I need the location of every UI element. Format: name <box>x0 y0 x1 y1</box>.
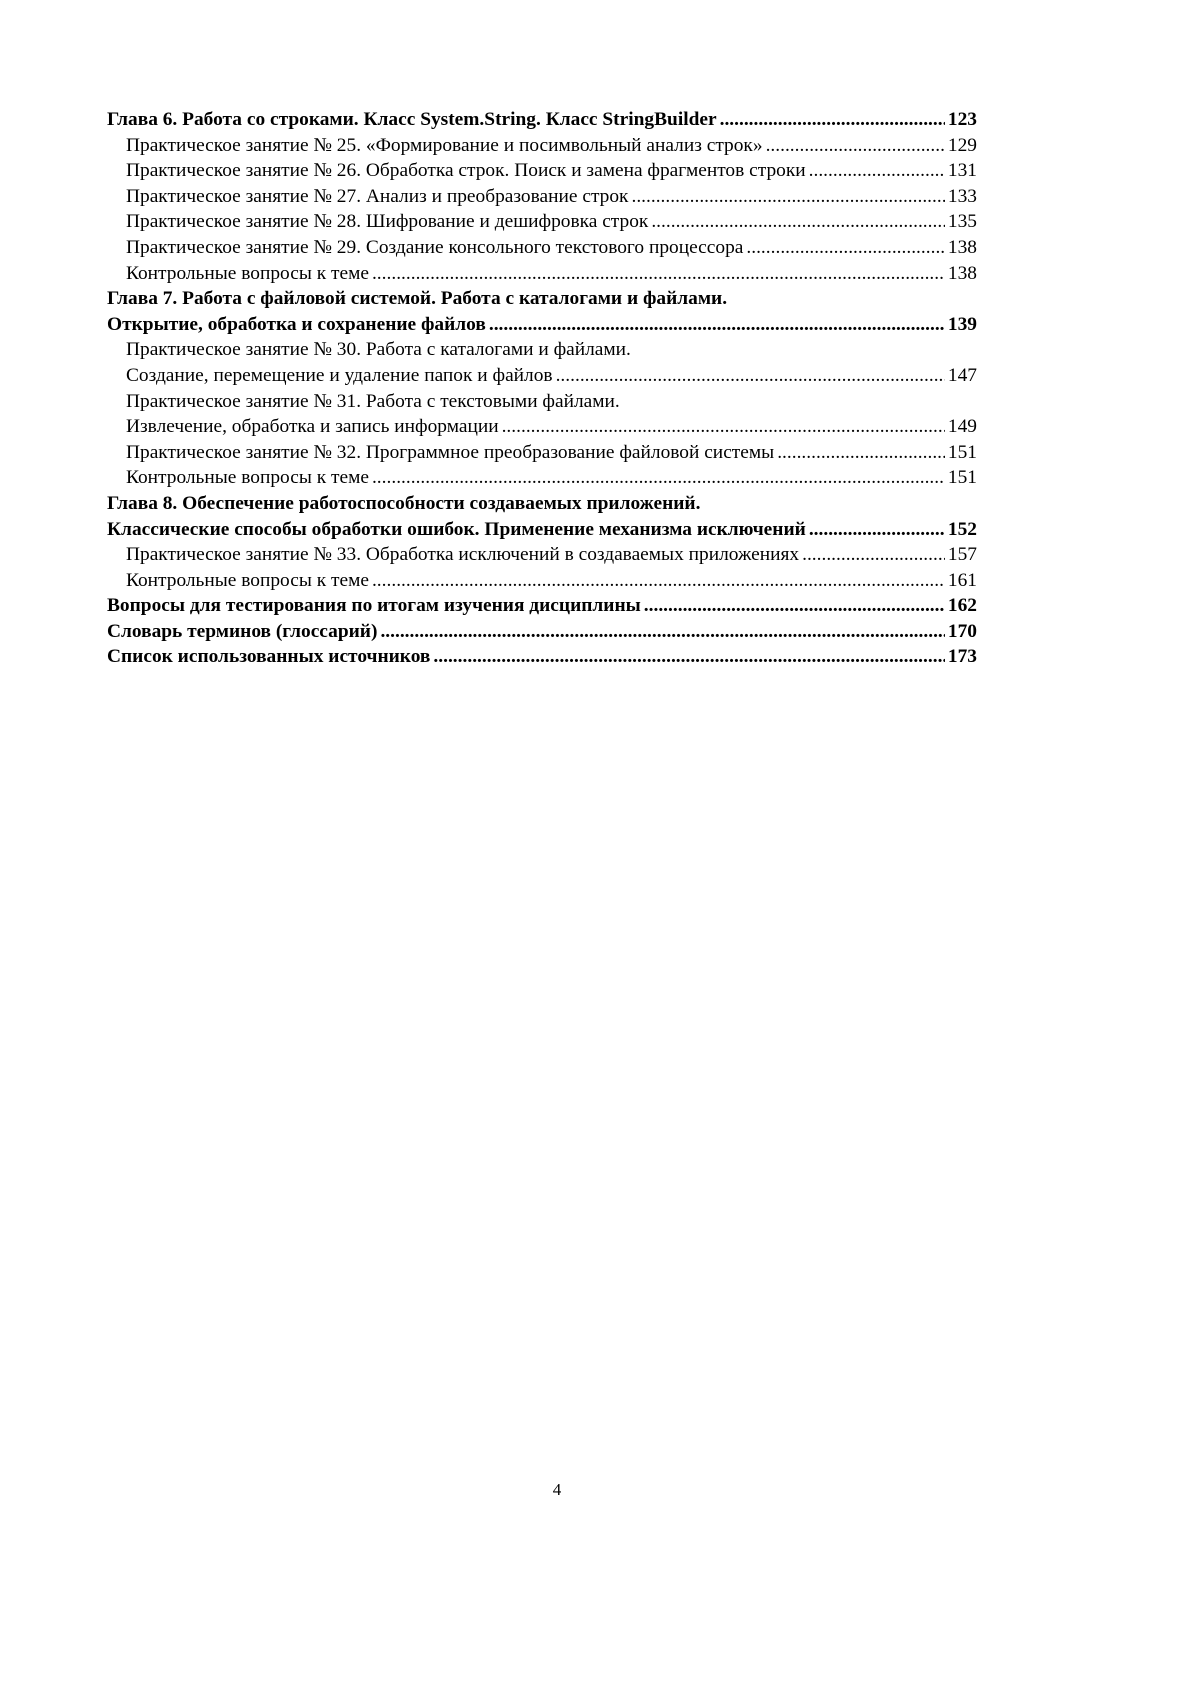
toc-leader-dots <box>746 235 945 261</box>
toc-leader-dots <box>766 133 945 159</box>
toc-entry-title: Практическое занятие № 29. Создание консольного текстового процессора <box>126 236 744 258</box>
toc-leader-dots <box>372 568 945 594</box>
toc-entry-title: Практическое занятие № 25. «Формирование и посимвольный анализ строк» <box>126 134 763 156</box>
toc-entry[interactable] <box>107 133 977 159</box>
toc-page-number: 131 <box>947 160 977 182</box>
toc-entry-title: Глава 7. Работа с файловой системой. Работа с каталогами и файлами. <box>107 288 728 310</box>
toc-page-number: 161 <box>947 569 977 591</box>
toc-entry-title: Контрольные вопросы к теме <box>126 467 369 489</box>
toc-entry[interactable] <box>107 542 977 568</box>
toc-leader-dots <box>720 107 945 133</box>
toc-leader-dots <box>809 517 945 543</box>
toc-entry[interactable] <box>107 337 977 363</box>
toc-leader-dots <box>809 158 945 184</box>
toc-page-number: 151 <box>947 441 977 463</box>
toc-entry-title: Словарь терминов (глоссарий) <box>107 620 378 642</box>
toc-page-number: 149 <box>947 416 977 438</box>
toc-entry[interactable] <box>107 184 977 210</box>
page-number: 4 <box>552 1480 562 1499</box>
toc-entry-title: Практическое занятие № 31. Работа с текстовыми файлами. <box>126 390 620 412</box>
toc-leader-dots <box>372 465 945 491</box>
toc-entry[interactable] <box>107 568 977 594</box>
toc-page-number: 170 <box>947 620 977 642</box>
toc-entry-title: Контрольные вопросы к теме <box>126 569 369 591</box>
table-of-contents <box>107 107 977 670</box>
toc-leader-dots <box>372 261 945 287</box>
toc-chapter[interactable] <box>107 312 977 338</box>
toc-leader-dots <box>380 619 944 645</box>
toc-entry-title: Практическое занятие № 32. Программное преобразование файловой системы <box>126 441 775 463</box>
toc-leader-dots <box>556 363 945 389</box>
toc-leader-dots <box>777 440 945 466</box>
toc-chapter[interactable] <box>107 593 977 619</box>
toc-chapter[interactable] <box>107 491 977 517</box>
toc-leader-dots <box>489 312 945 338</box>
toc-page-number: 151 <box>947 467 977 489</box>
toc-entry-title: Глава 6. Работа со строками. Класс System.String. Класс StringBuilder <box>107 109 717 130</box>
toc-entry-title: Глава 8. Обеспечение работоспособности создаваемых приложений. <box>107 492 701 514</box>
toc-entry-title: Практическое занятие № 30. Работа с каталогами и файлами. <box>126 339 631 361</box>
toc-leader-dots <box>802 542 945 568</box>
toc-entry[interactable] <box>107 389 977 415</box>
toc-page-number: 133 <box>947 185 977 207</box>
toc-entry-title: Список использованных источников <box>107 646 431 668</box>
toc-entry-title: Создание, перемещение и удаление папок и файлов <box>126 364 553 386</box>
toc-page-number: 138 <box>947 262 977 284</box>
toc-entry-title: Открытие, обработка и сохранение файлов <box>107 313 486 335</box>
toc-entry[interactable] <box>107 414 977 440</box>
toc-page-number: 173 <box>947 646 977 668</box>
toc-entry-title: Практическое занятие № 27. Анализ и преобразование строк <box>126 185 629 207</box>
toc-entry-title: Вопросы для тестирования по итогам изучения дисциплины <box>107 595 641 617</box>
toc-page-number: 135 <box>947 211 977 233</box>
toc-entry[interactable] <box>107 440 977 466</box>
toc-entry[interactable] <box>107 465 977 491</box>
toc-page-number: 157 <box>947 544 977 566</box>
toc-page-number: 147 <box>947 364 977 386</box>
toc-chapter[interactable] <box>107 619 977 645</box>
toc-chapter[interactable] <box>107 644 977 670</box>
toc-leader-dots <box>651 209 945 235</box>
toc-leader-dots <box>433 644 945 670</box>
toc-chapter[interactable] <box>107 517 977 543</box>
toc-leader-dots <box>631 184 944 210</box>
toc-page-number: 162 <box>947 595 977 617</box>
toc-entry-title: Практическое занятие № 33. Обработка исключений в создаваемых приложениях <box>126 544 800 566</box>
toc-entry-title: Практическое занятие № 28. Шифрование и дешифровка строк <box>126 211 649 233</box>
toc-leader-dots <box>644 593 945 619</box>
toc-page-number: 129 <box>947 134 977 156</box>
toc-page-number: 138 <box>947 236 977 258</box>
toc-entry[interactable] <box>107 209 977 235</box>
toc-entry[interactable] <box>107 235 977 261</box>
toc-page-number: 152 <box>947 518 977 540</box>
toc-entry-title: Классические способы обработки ошибок. Применение механизма исключений <box>107 518 806 540</box>
toc-entry-title: Извлечение, обработка и запись информации <box>126 416 499 438</box>
toc-chapter[interactable] <box>107 107 977 133</box>
toc-page-number: 139 <box>947 313 977 335</box>
toc-leader-dots <box>502 414 945 440</box>
toc-entry[interactable] <box>107 158 977 184</box>
toc-entry[interactable] <box>107 363 977 389</box>
toc-page-number: 123 <box>947 109 977 130</box>
toc-entry-title: Контрольные вопросы к теме <box>126 262 369 284</box>
toc-entry-title: Практическое занятие № 26. Обработка строк. Поиск и замена фрагментов строки <box>126 160 806 182</box>
toc-entry[interactable] <box>107 261 977 287</box>
toc-chapter[interactable] <box>107 286 977 312</box>
